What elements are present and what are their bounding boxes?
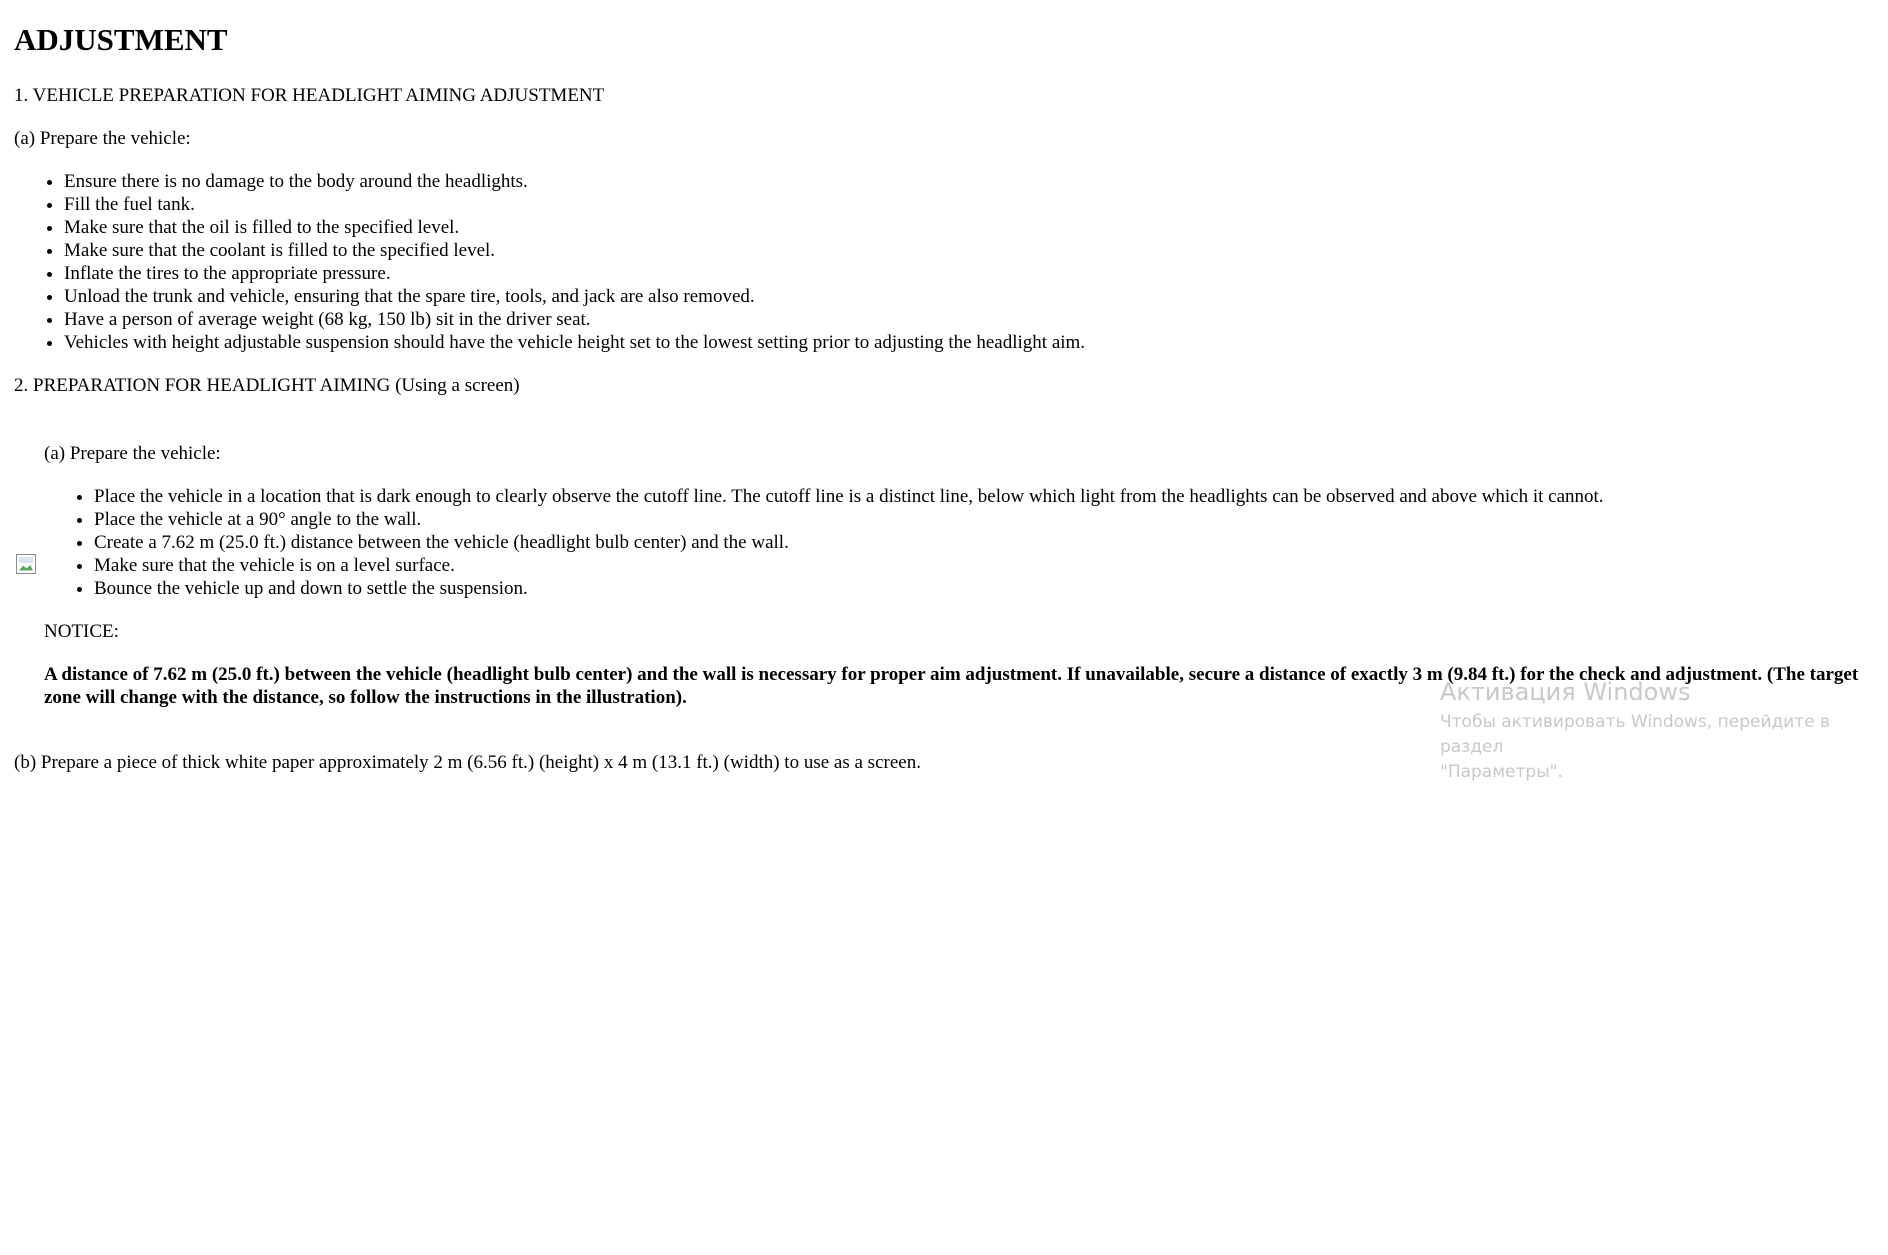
- list-item: • Unload the trunk and vehicle, ensuring that the spare tire, tools, and jack are also removed.: [64, 285, 1874, 308]
- section-2-table: [14, 418, 1874, 709]
- list-item: • Create a 7.62 m (25.0 ft.) distance between the vehicle (headlight bulb center) and the wall.: [94, 531, 1884, 554]
- list-item: • Fill the fuel tank.: [64, 193, 1874, 216]
- watermark-line-1: Чтобы активировать Windows, перейдите в раздел: [1440, 712, 1831, 757]
- list-item: • Place the vehicle at a 90° angle to the wall.: [94, 508, 1884, 531]
- list-item: • Ensure there is no damage to the body around the headlights.: [64, 170, 1874, 193]
- section-1-heading: 1. VEHICLE PREPARATION FOR HEADLIGHT AIMING ADJUSTMENT: [14, 85, 605, 106]
- notice-text: A distance of 7.62 m (25.0 ft.) between the vehicle (headlight bulb center) and the wall is necessary for proper aim adjustment. If unavailable, secure a distance of exactly 3 m (9.84 ft.) for the check and adjustment. (The target zone will change with the distance, so follow the instructions in the illustration).: [44, 664, 1859, 708]
- section-2-heading: 2. PREPARATION FOR HEADLIGHT AIMING (Using a screen): [14, 375, 520, 396]
- list-item: • Make sure that the coolant is filled to the specified level.: [64, 239, 1874, 262]
- section-2-step-b: (b) Prepare a piece of thick white paper approximately 2 m (6.56 ft.) (height) x 4 m (13.1 ft.) (width) to use as a screen.: [14, 752, 921, 773]
- instructions-cell: [44, 418, 1884, 709]
- list-item: • Vehicles with height adjustable suspension should have the vehicle height set to the lowest setting prior to adjusting the headlight aim.: [64, 331, 1874, 354]
- list-item: • Inflate the tires to the appropriate pressure.: [64, 262, 1874, 285]
- list-item: • Place the vehicle in a location that is dark enough to clearly observe the cutoff line. The cutoff line is a distinct line, below which light from the headlights can be observed and above which it cannot.: [94, 485, 1884, 508]
- list-item: • Bounce the vehicle up and down to settle the suspension.: [94, 577, 1884, 600]
- page-title: ADJUSTMENT: [14, 22, 228, 57]
- watermark-title: Активация Windows: [1440, 678, 1691, 706]
- section-1-list: [14, 170, 1874, 354]
- list-item: • Have a person of average weight (68 kg, 150 lb) sit in the driver seat.: [64, 308, 1874, 331]
- list-item: • Make sure that the oil is filled to the specified level.: [64, 216, 1874, 239]
- illustration-cell: [14, 554, 44, 574]
- document: [14, 0, 1874, 774]
- watermark-line-2: "Параметры".: [1440, 762, 1563, 782]
- section-2-step-a: (a) Prepare the vehicle:: [44, 443, 221, 464]
- list-item: • Make sure that the vehicle is on a level surface.: [94, 554, 1884, 577]
- section-2-list: [44, 485, 1884, 600]
- section-1-step-a: (a) Prepare the vehicle:: [14, 128, 191, 149]
- notice-label: NOTICE:: [44, 621, 119, 642]
- broken-image-icon: [16, 554, 36, 574]
